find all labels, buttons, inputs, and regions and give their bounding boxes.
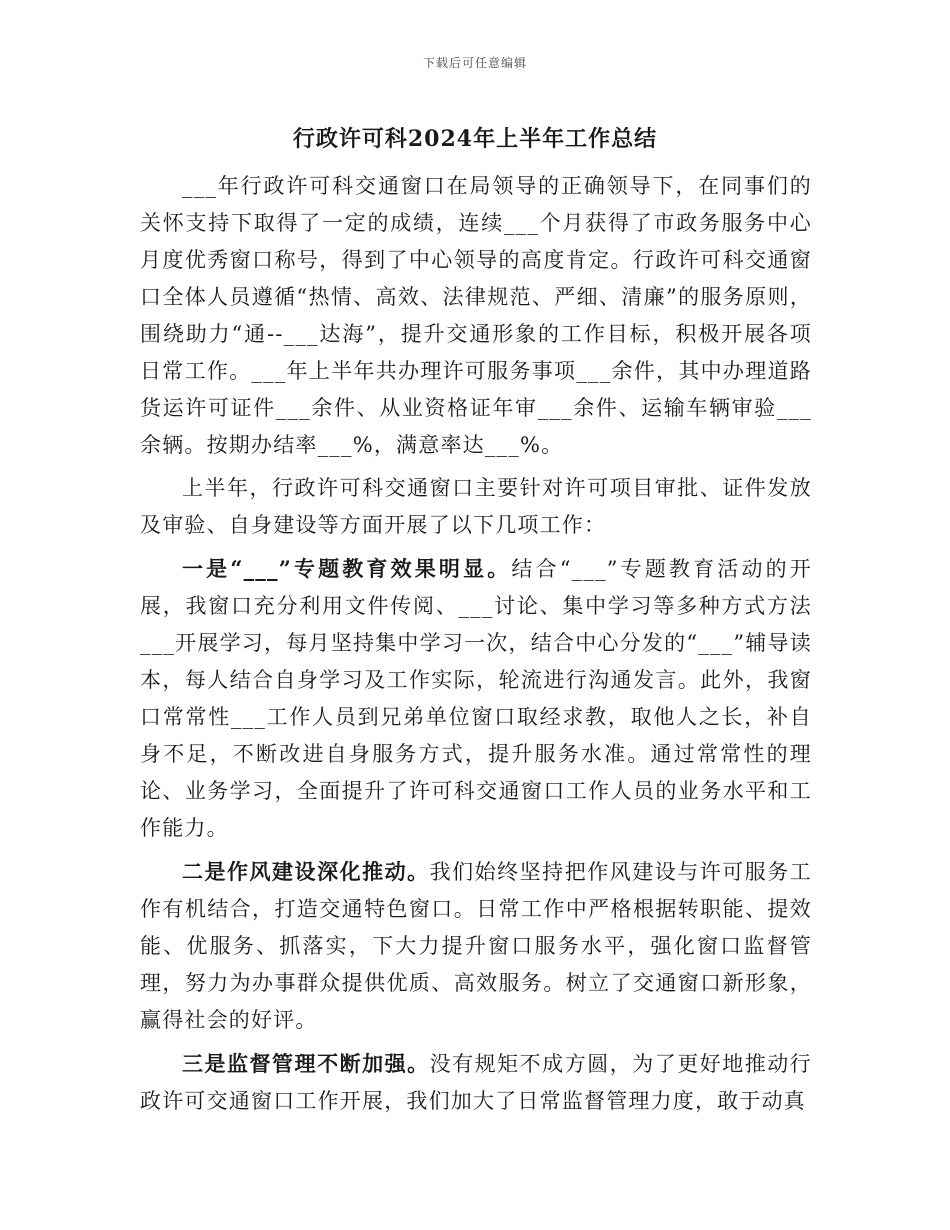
paragraph-overview	[140, 470, 812, 544]
paragraph-lead: 三是监督管理不断加强。	[182, 1051, 430, 1076]
paragraph-text: 没有规矩不成方圆，为了更好地推动行政许可交通窗口工作开展，我们加大了日常监督管理力度，敢于动真	[140, 1052, 812, 1113]
paragraph-lead: 一是“___”专题教育效果明显。	[182, 556, 512, 581]
header-note: 下载后可任意编辑	[422, 56, 527, 70]
paragraph-text: 结合“___”专题教育活动的开展，我窗口充分利用文件传阅、___讨论、集中学习等多种方式方法___开展学习，每月坚持集中学习一次，结合中心分发的“___”辅导读本，每人结合自身学习及工作实际，轮流进行沟通发言。此外，我窗口常常性___工作人员到兄弟单位窗口取经求教，取他人之长，补自身不足，不断改进自身服务方式，提升服务水准。通过常常性的理论、业务学习，全面提升了许可科交通窗口工作人员的业务水平和工作能力。	[140, 557, 812, 840]
paragraph-text: ___年行政许可科交通窗口在局领导的正确领导下，在同事们的关怀支持下取得了一定的成绩，连续___个月获得了市政务服务中心月度优秀窗口称号，得到了中心领导的高度肯定。行政许可科交通窗口全体人员遵循“热情、高效、法律规范、严细、清廉”的服务原则，围绕助力“通--___达海”，提升交通形象的工作目标，积极开展各项日常工作。___年上半年共办理许可服务事项___余件，其中办理道路货运许可证件___余件、从业资格证年审___余件、运输车辆审验___余辆。按期办结率___%，满意率达___%。	[140, 174, 812, 457]
paragraph-text: 我们始终坚持把作风建设与许可服务工作有机结合，打造交通特色窗口。日常工作中严格根据转职能、提效能、优服务、抓落实，下大力提升窗口服务水平，强化窗口监督管理，努力为办事群众提供优质、高效服务。树立了交通窗口新形象，赢得社会的好评。	[140, 860, 812, 1032]
paragraph-item-3	[140, 1045, 812, 1120]
document-body	[140, 168, 812, 1126]
document-title: 行政许可科2024年上半年工作总结	[292, 126, 658, 152]
paragraph-item-1	[140, 550, 812, 847]
paragraph-intro	[140, 168, 812, 464]
paragraph-item-2	[140, 853, 812, 1039]
paragraph-lead: 二是作风建设深化推动。	[182, 859, 430, 884]
paragraph-text: 上半年，行政许可科交通窗口主要针对许可项目审批、证件发放及审验、自身建设等方面开展了以下几项工作：	[140, 476, 812, 537]
